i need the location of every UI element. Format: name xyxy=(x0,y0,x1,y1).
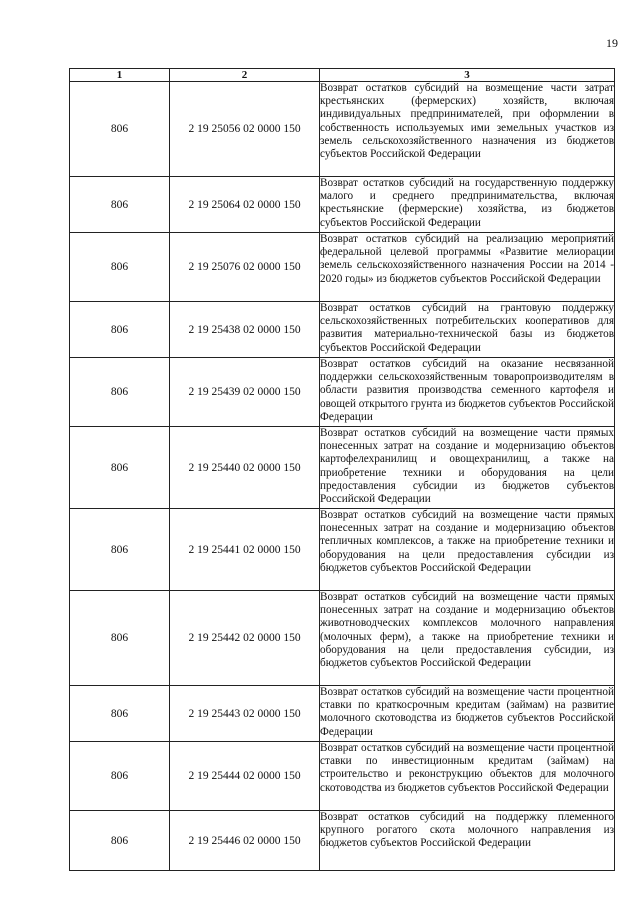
column-header-3: 3 xyxy=(320,69,615,82)
admin-code: 806 xyxy=(70,591,170,686)
admin-code: 806 xyxy=(70,177,170,233)
admin-code: 806 xyxy=(70,358,170,427)
table-header-row xyxy=(70,69,615,82)
admin-code: 806 xyxy=(70,427,170,509)
table-row xyxy=(70,742,615,811)
table-row xyxy=(70,233,615,302)
table-row xyxy=(70,358,615,427)
income-description: Возврат остатков субсидий на реализацию мероприятий федеральной целевой программы «Развитие мелиорации земель сельскохозяйственного назначения России на 2014 - 2020 годы» из бюджетов субъектов Российской Федерации xyxy=(320,233,614,285)
table-row xyxy=(70,686,615,742)
budget-classification-code: 2 19 25444 02 0000 150 xyxy=(170,742,320,811)
income-description: Возврат остатков субсидий на возмещение части процентной ставки по инвестиционным кредитам (займам) на строительство и реконструкцию объектов для молочного скотоводства из бюджетов субъектов Российской Федерации xyxy=(320,742,614,794)
income-description: Возврат остатков субсидий на оказание несвязанной поддержки сельскохозяйственным товаропроизводителям в области развития производства семенного картофеля и овощей открытого грунта из бюджетов субъектов Российской Федерации xyxy=(320,358,614,423)
table-row xyxy=(70,177,615,233)
admin-code: 806 xyxy=(70,509,170,591)
income-description: Возврат остатков субсидий на поддержку племенного крупного рогатого скота молочного направления из бюджетов субъектов Российской Федерации xyxy=(320,811,614,850)
table-row xyxy=(70,509,615,591)
admin-code: 806 xyxy=(70,82,170,177)
income-description: Возврат остатков субсидий на возмещение части прямых понесенных затрат на создание и модернизацию объектов картофелехранилищ и овощехранилищ, а также на приобретение техники и оборудования на цели предоставления субсидии из бюджетов субъектов Российской Федерации xyxy=(320,427,614,506)
column-header-1: 1 xyxy=(70,69,170,82)
admin-code: 806 xyxy=(70,811,170,871)
page-number: 19 xyxy=(606,36,618,50)
budget-classification-code: 2 19 25443 02 0000 150 xyxy=(170,686,320,742)
budget-classification-code: 2 19 25064 02 0000 150 xyxy=(170,177,320,233)
income-description: Возврат остатков субсидий на возмещение части прямых понесенных затрат на создание и модернизацию объектов животноводческих комплексов молочного направления (молочных ферм), а также на приобретение техники и оборудования на цели предоставления субсидии, из бюджетов субъектов Российской Федерации xyxy=(320,591,614,670)
column-header-2: 2 xyxy=(170,69,320,82)
admin-code: 806 xyxy=(70,686,170,742)
admin-code: 806 xyxy=(70,233,170,302)
table-row xyxy=(70,302,615,358)
admin-code: 806 xyxy=(70,302,170,358)
budget-code-table xyxy=(69,68,615,871)
admin-code: 806 xyxy=(70,742,170,811)
budget-classification-code: 2 19 25439 02 0000 150 xyxy=(170,358,320,427)
income-description: Возврат остатков субсидий на возмещение части процентной ставки по краткосрочным кредитам (займам) на развитие молочного скотоводства из бюджетов субъектов Российской Федерации xyxy=(320,686,614,738)
table-row xyxy=(70,591,615,686)
income-description: Возврат остатков субсидий на возмещение части прямых понесенных затрат на создание и модернизацию объектов тепличных комплексов, а также на приобретение техники и оборудования на цели предоставления субсидии из бюджетов субъектов Российской Федерации xyxy=(320,509,614,574)
table-row xyxy=(70,811,615,871)
income-description: Возврат остатков субсидий на государственную поддержку малого и среднего предпринимательства, включая крестьянские (фермерские) хозяйства, из бюджетов субъектов Российской Федерации xyxy=(320,177,614,229)
table-row xyxy=(70,427,615,509)
budget-classification-code: 2 19 25438 02 0000 150 xyxy=(170,302,320,358)
income-description: Возврат остатков субсидий на возмещение части затрат крестьянских (фермерских) хозяйств, включая индивидуальных предпринимателей, при оформлении в собственность используемых ими земельных участков из земель сельскохозяйственного назначения из бюджетов субъектов Российской Федерации xyxy=(320,82,614,161)
budget-classification-code: 2 19 25446 02 0000 150 xyxy=(170,811,320,871)
budget-classification-code: 2 19 25056 02 0000 150 xyxy=(170,82,320,177)
budget-classification-code: 2 19 25440 02 0000 150 xyxy=(170,427,320,509)
budget-classification-code: 2 19 25076 02 0000 150 xyxy=(170,233,320,302)
table-row xyxy=(70,82,615,177)
budget-classification-code: 2 19 25442 02 0000 150 xyxy=(170,591,320,686)
budget-classification-code: 2 19 25441 02 0000 150 xyxy=(170,509,320,591)
income-description: Возврат остатков субсидий на грантовую поддержку сельскохозяйственных потребительских кооперативов для развития материально-технической базы из бюджетов субъектов Российской Федерации xyxy=(320,302,614,354)
